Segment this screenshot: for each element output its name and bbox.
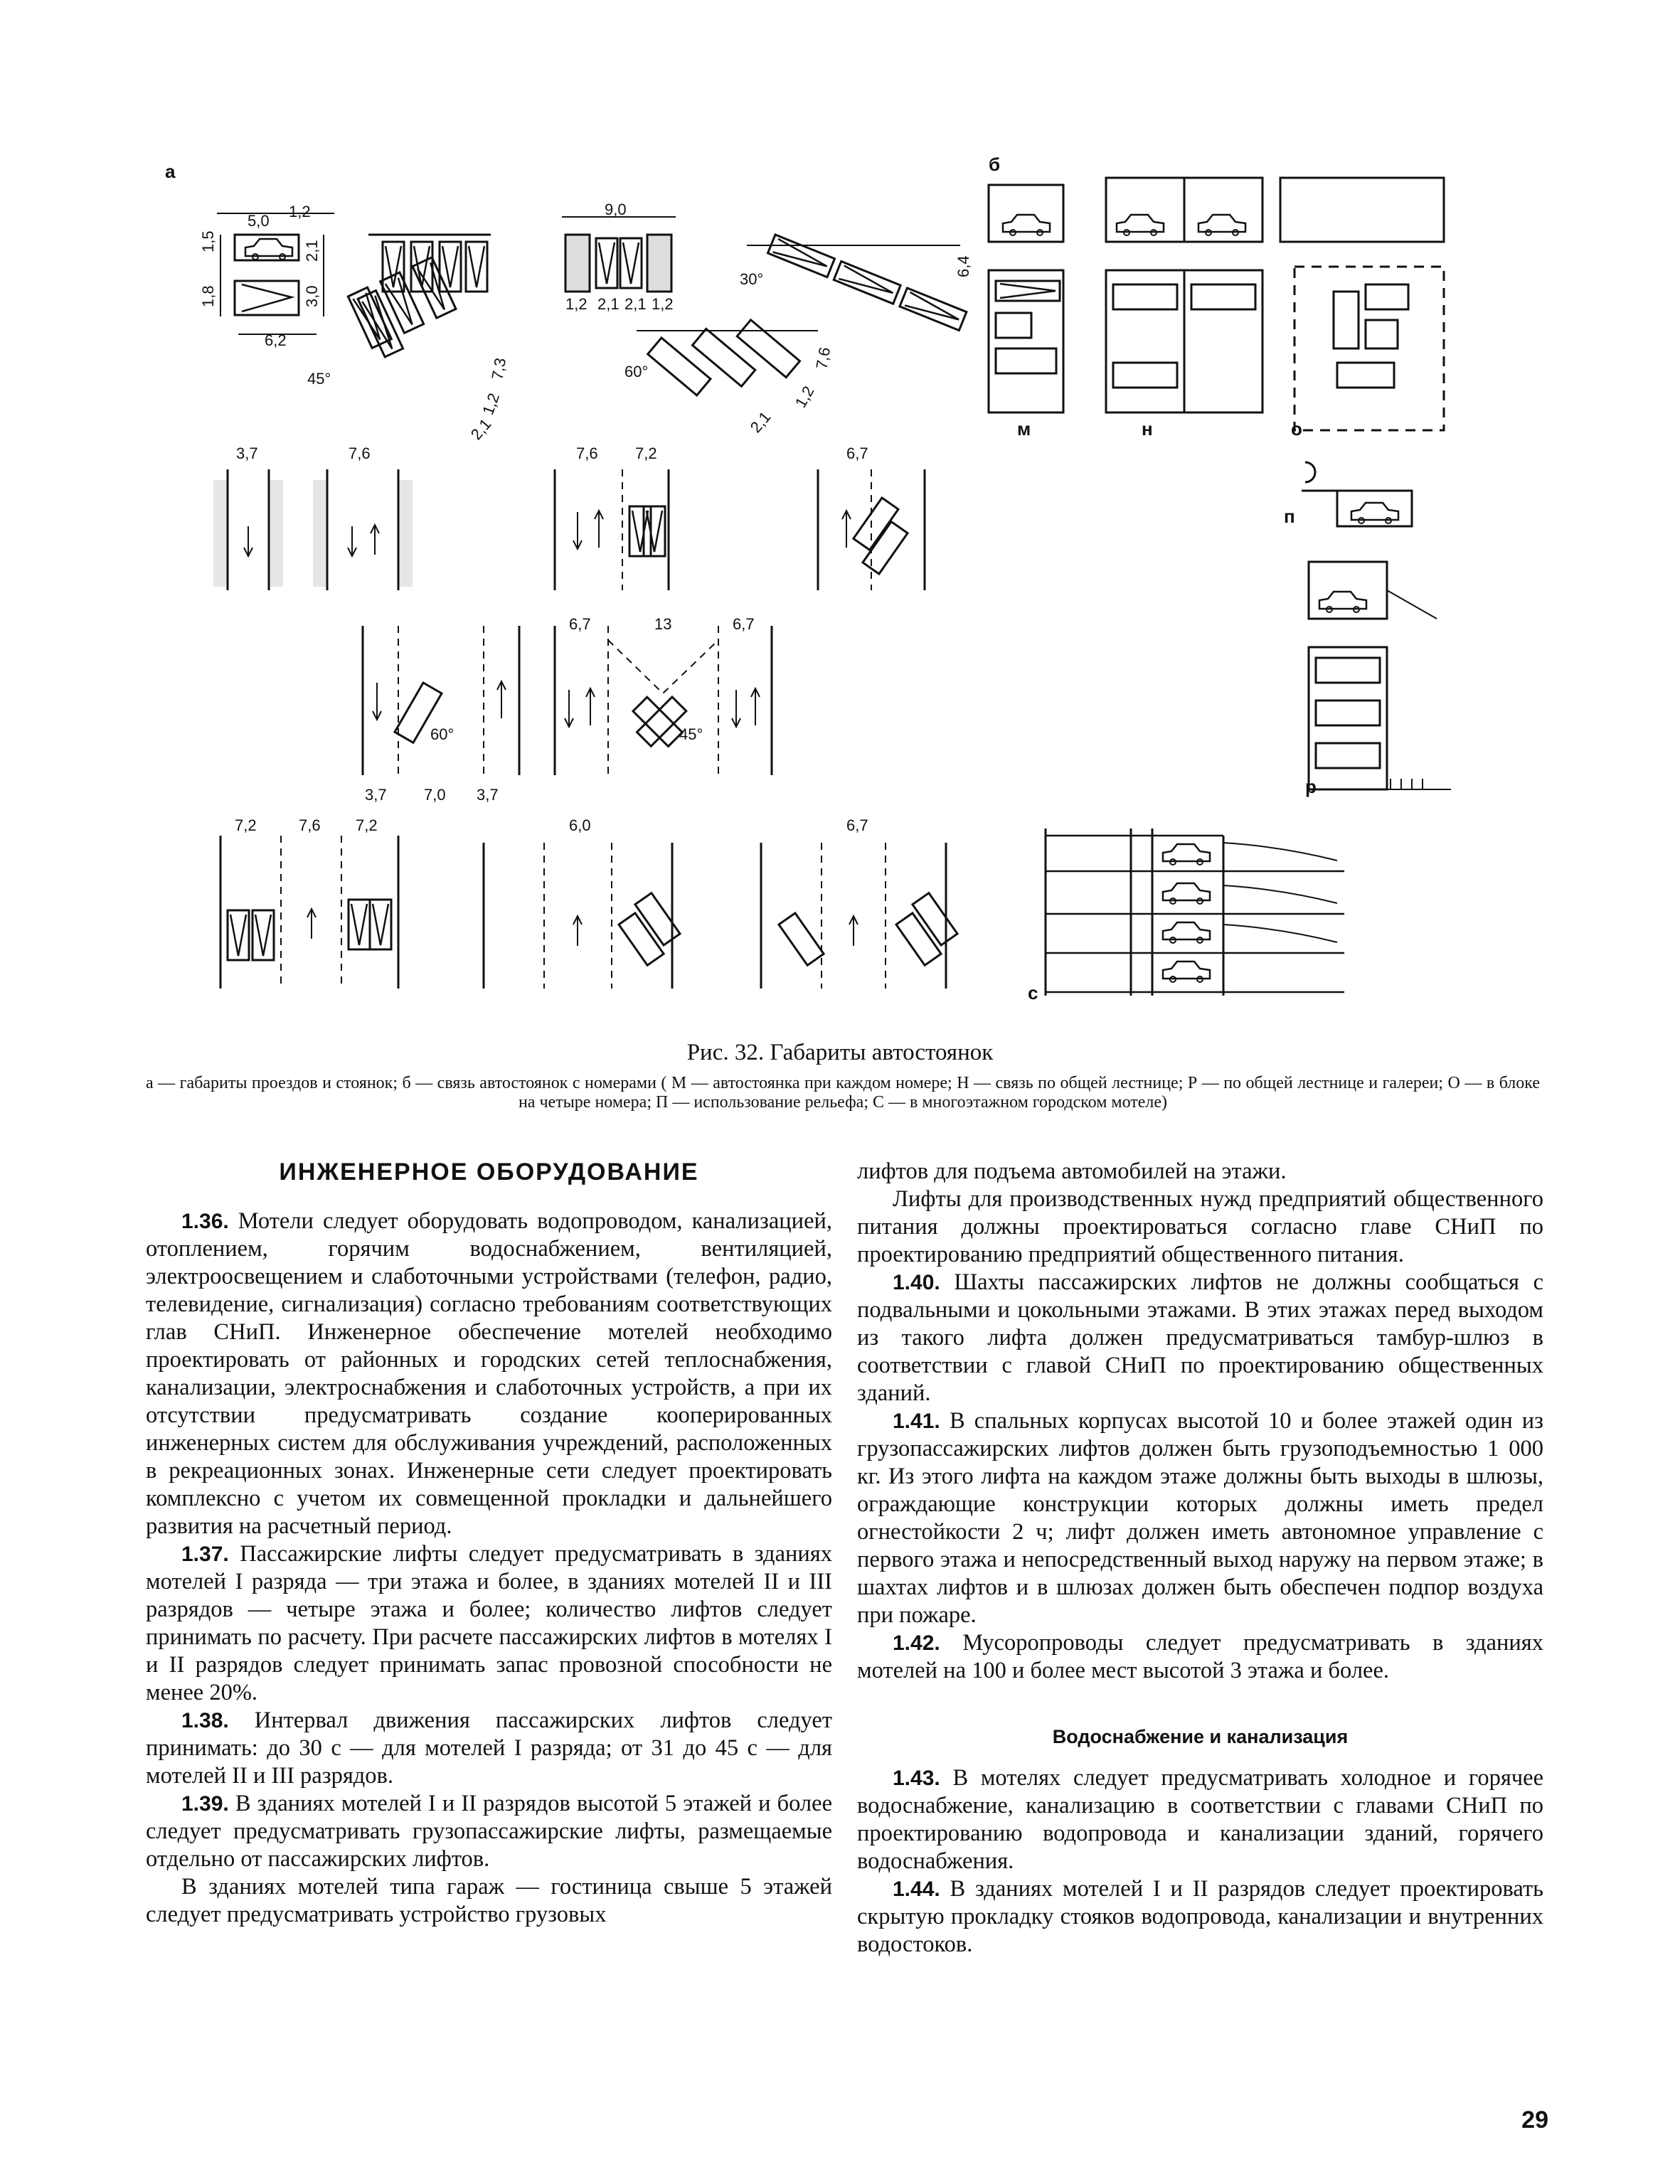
diagram-bottom-1 (220, 816, 398, 989)
svg-text:60°: 60° (430, 725, 454, 743)
paragraph-1-39-continued: В зданиях мотелей типа гараж — гостиница свыше 5 этажей следует предусматривать устройство грузовых (146, 1874, 832, 1927)
svg-text:7,2: 7,2 (356, 816, 378, 834)
svg-text:45°: 45° (307, 370, 331, 388)
section-o (1280, 178, 1444, 440)
paragraph-1-38: 1.38. Интервал движения пассажирских лифтов следует принимать: до 30 с — для мотелей I разряда; от 31 до 45 с — для мотелей II и III разрядов. (146, 1708, 833, 1789)
svg-text:н: н (1142, 418, 1153, 440)
svg-text:6,0: 6,0 (569, 816, 591, 834)
svg-text:с: с (1028, 982, 1038, 1003)
svg-text:р: р (1305, 776, 1317, 797)
paragraph-1-41: 1.41. В спальных корпусах высотой 10 и более этажей один из грузопассажирских лифтов должен быть грузоподъемностью 1 000 кг. Из этого лифта на каждом этаже должны быть выходы в шлюзы, ограждающие конструкции которых должны иметь предел огнестойкости 2 ч; лифт должен иметь автономное управление с первого этажа и непосредственный выход наружу на первом этаже; в шахтах лифтов и в шлюзах должен быть обеспечен подпор воздуха при пожаре. (857, 1408, 1544, 1628)
svg-text:1,2: 1,2 (479, 390, 504, 417)
subsection-heading: Водоснабжение и канализация (1052, 1726, 1349, 1747)
svg-text:45°: 45° (679, 725, 703, 743)
figure-caption: а — габариты проездов и стоянок; б — связь автостоянок с номерами ( М — автостоянка при каждом номере; Н — связь по общей лестнице; Р — по общей лестнице и галереи; О — в блоке на четыре номера; П — использование рельефа; С — в многоэтажном городском мотеле) (146, 1074, 1540, 1112)
svg-text:1,2: 1,2 (652, 295, 674, 313)
label-a: а (165, 161, 176, 182)
svg-text:1,2: 1,2 (289, 203, 311, 220)
label-b: б (989, 154, 1001, 175)
diagram-aisle-4 (818, 444, 925, 590)
page-number: 29 (1521, 2106, 1548, 2134)
svg-text:1,8: 1,8 (199, 285, 217, 307)
section-n (1106, 178, 1262, 440)
svg-text:13: 13 (654, 615, 672, 633)
paragraph-lifts: Лифты для производственных нужд предприятий общественного питания должны проектироваться согласно главе СНиП по проектированию предприятий общественного питания. (857, 1186, 1543, 1267)
paragraph-1-40: 1.40. Шахты пассажирских лифтов не должны сообщаться с подвальными и цокольными этажами. В этих этажах перед выходом из такого лифта должен предусматриваться тамбур-шлюз в соответствии с главой СНиП по проектированию общественных зданий. (857, 1269, 1543, 1406)
svg-text:6,7: 6,7 (569, 615, 591, 633)
paragraph-1-37: 1.37. Пассажирские лифты следует предусматривать в зданиях мотелей I разряда — три этажа и более, в зданиях мотелей II и III разрядов — четыре этажа и более; количество лифтов следует принимать по расчету. При расчете пассажирских лифтов в мотелях I и II разрядов следует принимать запас провозной способности не менее 20%. (146, 1541, 832, 1705)
svg-text:7,6: 7,6 (812, 346, 834, 371)
svg-text:30°: 30° (740, 270, 764, 288)
svg-text:3,7: 3,7 (477, 786, 499, 804)
svg-text:7,6: 7,6 (349, 444, 371, 462)
svg-text:5,0: 5,0 (248, 212, 270, 230)
diagram-a-narrow (562, 201, 676, 313)
diagram-60deg-layout (363, 626, 519, 804)
svg-text:9,0: 9,0 (605, 201, 627, 218)
svg-text:1,5: 1,5 (199, 230, 217, 252)
svg-text:1,2: 1,2 (791, 383, 818, 411)
svg-text:2,1: 2,1 (303, 240, 321, 262)
right-column (857, 1158, 1543, 1959)
svg-text:2,1: 2,1 (624, 295, 647, 313)
svg-text:3,7: 3,7 (365, 786, 387, 804)
svg-text:7,2: 7,2 (235, 816, 257, 834)
diagram-a-row (368, 235, 491, 292)
section-s (1028, 829, 1344, 1003)
svg-text:1,2: 1,2 (565, 295, 588, 313)
parking-dimensions-drawing (0, 0, 1680, 1038)
diagram-bottom-3 (761, 816, 962, 989)
svg-text:7,6: 7,6 (576, 444, 598, 462)
svg-text:60°: 60° (624, 363, 649, 380)
figure-title: Рис. 32. Габариты автостоянок (686, 1040, 994, 1065)
paragraph-1-36: 1.36. Мотели следует оборудовать водопроводом, канализацией, отоплением, горячим водоснабжением, вентиляцией, электроосвещением и слаботочными устройствами (телефон, радио, телевидение, сигнализация) согласно требованиям соответствующих глав СНиП. Инженерное обеспечение мотелей необходимо проектировать от районных и городских сетей теплоснабжения, канализации, электроснабжения и слаботочных устройств, а при их отсутствии предусматривать создание кооперированных инженерных систем для обслуживания учреждений, расположенных в рекреационных зонах. Инженерные сети следует проектировать комплексно с учетом их совмещенной прокладки и дальнейшего развития на расчетный период. (146, 1208, 833, 1539)
svg-text:2,1: 2,1 (467, 415, 495, 444)
diagram-a-perpendicular (199, 203, 334, 349)
paragraph-1-42: 1.42. Мусоропроводы следует предусматривать в зданиях мотелей на 100 и более мест высотой 3 этажа и более. (857, 1630, 1543, 1683)
paragraph-continuation: лифтов для подъема автомобилей на этажи. (857, 1158, 1287, 1184)
svg-text:3,7: 3,7 (236, 444, 258, 462)
section-m (989, 185, 1063, 440)
svg-text:2,1: 2,1 (597, 295, 620, 313)
section-heading: ИНЖЕНЕРНОЕ ОБОРУДОВАНИЕ (279, 1158, 699, 1186)
diagram-a-30deg (740, 235, 972, 331)
svg-text:о: о (1291, 418, 1302, 440)
svg-text:7,0: 7,0 (424, 786, 446, 804)
section-r (1305, 562, 1451, 797)
diagram-bottom-2 (484, 816, 684, 989)
svg-text:7,3: 7,3 (488, 356, 510, 381)
svg-text:6,7: 6,7 (846, 444, 868, 462)
left-column (146, 1158, 832, 1929)
diagram-45deg-layout (555, 615, 772, 775)
diagram-aisle-1 (213, 444, 283, 590)
svg-text:6,2: 6,2 (265, 331, 287, 349)
svg-text:7,6: 7,6 (299, 816, 321, 834)
figure-32 (0, 0, 1680, 1038)
diagram-aisle-2 (313, 444, 413, 590)
svg-text:6,7: 6,7 (846, 816, 868, 834)
svg-text:3,0: 3,0 (303, 285, 321, 307)
section-p (1284, 462, 1412, 527)
svg-text:2,1: 2,1 (746, 407, 775, 437)
svg-text:п: п (1284, 506, 1295, 527)
svg-text:6,7: 6,7 (733, 615, 755, 633)
svg-text:м: м (1017, 418, 1031, 440)
svg-text:7,2: 7,2 (635, 444, 657, 462)
paragraph-1-44: 1.44. В зданиях мотелей I и II разрядов следует проектировать скрытую прокладку стояков водопровода, канализации и внутренних водостоков. (857, 1876, 1543, 1957)
paragraph-1-43: 1.43. В мотелях следует предусматривать холодное и горячее водоснабжение, канализацию в соответствии с главами СНиП по проектированию водопровода и канализации зданий, горячего водоснабжения. (857, 1765, 1543, 1874)
paragraph-1-39: 1.39. В зданиях мотелей I и II разрядов высотой 5 этажей и более следует предусматривать грузопассажирские лифты, размещаемые отдельно от пассажирских лифтов. (146, 1791, 833, 1872)
diagram-aisle-3 (555, 444, 669, 590)
svg-text:6,4: 6,4 (955, 255, 972, 277)
